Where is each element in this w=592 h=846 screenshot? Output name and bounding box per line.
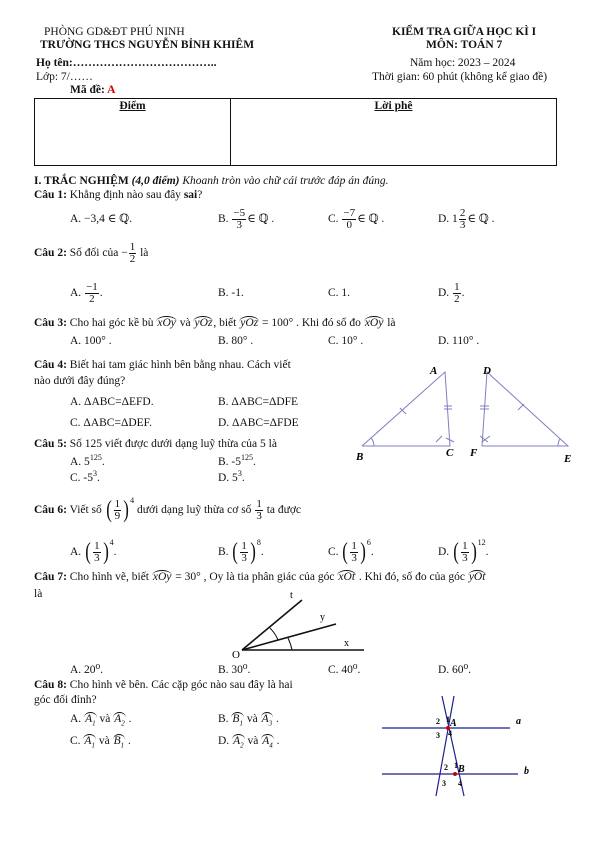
q2-fraction: [129, 242, 137, 265]
q7-option-b[interactable]: B. 30⁰.: [218, 664, 251, 676]
q2-minus: −: [121, 247, 128, 259]
q6-b-paren-open: (: [232, 539, 239, 566]
q2-a-suffix: .: [99, 287, 103, 299]
q6-c-paren-close: ): [360, 539, 366, 566]
q6-option-a[interactable]: [70, 528, 116, 567]
mark-f: [480, 436, 490, 442]
q6-b-fraction: [240, 541, 248, 564]
q1-c-prefix: C.: [328, 213, 339, 225]
q6-c-fraction: [350, 541, 358, 564]
q6-a-paren-open: (: [85, 539, 91, 566]
label-b-angle-1: 1: [454, 761, 458, 770]
q5-option-c[interactable]: [70, 467, 100, 485]
q7-t2: = 30° , Oy là tia phân giác của góc: [172, 571, 338, 583]
q4-triangles-figure: [350, 362, 580, 468]
q2-option-c[interactable]: C. 1.: [328, 287, 351, 299]
q8-a-angle1-sub: 1: [92, 719, 96, 728]
q6-b-paren-close: ): [250, 539, 256, 566]
q8-a-angle1: [84, 712, 97, 729]
q8-a-end: .: [125, 713, 132, 725]
q6-a-dot: .: [113, 546, 117, 558]
ray-oy: [242, 624, 336, 650]
q8-b-end: .: [273, 713, 279, 725]
q8-c-end: .: [125, 735, 131, 747]
q6-t3: ta được: [263, 504, 302, 516]
q8-d-prefix: D.: [218, 735, 230, 747]
q2-stem: [34, 239, 148, 267]
q6-d-exp: 12: [477, 538, 486, 547]
q8-option-d[interactable]: [218, 734, 279, 751]
q4-option-b[interactable]: B. ΔABC=ΔDFE: [218, 396, 299, 408]
q5-a-exp: 125: [89, 453, 102, 462]
q7-angle-yot: yOt: [468, 571, 486, 583]
student-name-field[interactable]: Họ tên:………………………………..: [36, 57, 217, 69]
q1-stem: [34, 188, 202, 202]
q3-t4: = 100° . Khi đó số đo: [259, 317, 364, 329]
section-heading: I. TRẮC NGHIỆM: [34, 175, 132, 187]
q1-b-prefix: B.: [218, 213, 229, 225]
label-b-angle-2: 2: [444, 763, 448, 772]
q1-text: Khẳng định nào sau đây: [66, 189, 184, 201]
q6-base-den: 3: [256, 509, 262, 522]
exam-code: [70, 83, 115, 97]
q5-d-base: D. 5: [218, 471, 238, 484]
tick-de: [518, 404, 524, 410]
q3-t2: và: [176, 317, 194, 329]
triangle-abc: [362, 372, 450, 446]
label-point-b: B: [458, 764, 465, 775]
q4-stem-line1: [34, 358, 291, 372]
exam-title: KIỂM TRA GIỮA HỌC KÌ I: [392, 26, 537, 38]
q3-label: Câu 3:: [34, 317, 67, 329]
q7-label: Câu 7:: [34, 571, 67, 583]
q8-d-angle1-sub: 2: [240, 741, 244, 750]
q4-option-c[interactable]: C. ΔABC=ΔDEF.: [70, 417, 153, 429]
q8-c-angle2-letter: B: [113, 735, 121, 747]
q5-d-exp: 3: [237, 469, 242, 478]
q8-d-mid: và: [244, 735, 262, 747]
q8-b-prefix: B.: [218, 713, 229, 725]
q8-d-end: .: [273, 735, 280, 747]
q1-option-a[interactable]: A. −3,4 ∈ ℚ.: [70, 213, 133, 225]
q6-c-dot: .: [370, 546, 374, 558]
q6-a-num: 1: [94, 539, 100, 552]
q8-b-angle2-sub: 3: [268, 719, 273, 728]
q5-c-end: .: [97, 471, 100, 484]
q5-c-base: C. -5: [70, 471, 93, 484]
exam-time: Thời gian: 60 phút (không kể giao đề): [372, 71, 548, 83]
q3-angle-yoz: yOz: [194, 317, 213, 329]
q5-d-end: .: [241, 471, 245, 484]
subject: MÔN: TOÁN 7: [426, 39, 503, 51]
q5-stem: [34, 437, 277, 451]
label-c: C: [446, 447, 454, 459]
exam-code-label: Mã đề:: [70, 84, 108, 96]
q8-c-mid: và: [95, 735, 113, 747]
q8-d-angle1-letter: A: [233, 735, 241, 747]
q8-c-angle1: [83, 734, 96, 751]
q3-t1: Cho hai góc kề bù: [66, 317, 157, 329]
q5-text: Số 125 viết được dưới dạng luỹ thừa của 5 là: [66, 438, 277, 450]
q3-option-d[interactable]: D. 110° .: [438, 335, 480, 347]
label-point-a: A: [450, 718, 457, 729]
q8-a-prefix: A.: [70, 713, 82, 725]
q4-line1: Biết hai tam giác hình bên bằng nhau. Cách viết: [66, 359, 291, 371]
school-year: Năm học: 2023 – 2024: [410, 57, 516, 69]
q4-option-d[interactable]: D. ΔABC=ΔFDE: [218, 417, 299, 429]
q7-t1: Cho hình vẽ, biết: [66, 571, 152, 583]
q6-c-num: 1: [351, 539, 357, 552]
q6-a-den: 3: [94, 551, 100, 564]
q2-a-den: 2: [89, 292, 95, 305]
q8-option-b[interactable]: [218, 712, 279, 729]
q8-d-angle2-sub: 4: [269, 741, 273, 750]
triangle-fde: [482, 372, 568, 446]
mark-c: [436, 436, 454, 442]
q1-c-fraction: [342, 208, 356, 231]
q8-d-angle2-letter: A: [262, 735, 270, 747]
arc-e: [558, 439, 560, 446]
q3-t5: là: [384, 317, 396, 329]
q6-den: 9: [114, 509, 121, 522]
q7-option-c[interactable]: C. 40⁰.: [328, 664, 361, 676]
q6-c-exp: 6: [366, 538, 371, 547]
q2-d-den: 2: [454, 292, 460, 305]
q8-b-angle1: [231, 712, 244, 729]
arc-tot: [270, 628, 278, 640]
q6-base-num: 1: [256, 497, 262, 510]
q1-d-num: 2: [459, 206, 466, 219]
q6-t1: Viết số: [66, 504, 105, 516]
q2-a-prefix: A.: [70, 287, 82, 299]
q6-paren-close: ): [123, 497, 129, 524]
label-d: D: [483, 365, 491, 377]
comment-cell[interactable]: Lời phê: [231, 99, 557, 166]
q6-d-num: 1: [462, 539, 468, 552]
q6-c-prefix: C.: [328, 546, 339, 558]
q5-c-exp: 3: [93, 469, 97, 478]
q8-line1: Cho hình vẽ bên. Các cặp góc nào sau đây là hai: [66, 679, 293, 691]
q6-d-paren-open: (: [453, 539, 459, 566]
q6-t2: dưới dạng luỹ thừa cơ số: [134, 504, 255, 516]
q1-b-den: 3: [236, 218, 243, 231]
q8-a-angle2: [113, 712, 126, 729]
q8-b-angle2: [261, 712, 274, 729]
score-cell[interactable]: Điểm: [35, 99, 231, 166]
q1-label: Câu 1:: [34, 189, 67, 201]
school-name: TRƯỜNG THCS NGUYỄN BỈNH KHIÊM: [40, 39, 255, 51]
q3-angle-xoy: xOy: [157, 317, 176, 329]
q2-option-d[interactable]: [438, 279, 464, 307]
class-field[interactable]: Lớp: 7/……: [36, 71, 93, 83]
q5-b-base: B. -5: [218, 455, 241, 468]
q8-c-prefix: C.: [70, 735, 81, 747]
label-o: O: [232, 649, 240, 660]
q8-a-angle2-sub: 2: [121, 719, 125, 728]
q1-b-suffix: ∈ ℚ .: [247, 213, 275, 225]
q1-b-fraction: [232, 208, 246, 231]
q6-c-paren-open: (: [342, 539, 349, 566]
section-title: [34, 174, 389, 188]
label-t: t: [290, 590, 293, 601]
q8-b-angle1-letter: B: [232, 713, 240, 725]
q7-angle-xoy: xOy: [152, 571, 172, 583]
label-e: E: [564, 453, 572, 465]
q2-d-fraction: [453, 282, 461, 305]
q1-d-prefix: D. 1: [438, 213, 458, 225]
q4-stem-line2: nào dưới đây đúng?: [34, 375, 126, 387]
q1-d-suffix: ∈ ℚ .: [467, 213, 495, 225]
q8-parallel-lines-figure: [378, 688, 538, 798]
q1-option-c[interactable]: [328, 205, 384, 233]
q6-d-den: 3: [462, 551, 468, 564]
q2-a-num: −1: [86, 280, 98, 293]
q8-a-angle2-letter: A: [114, 713, 122, 725]
q3-angle-yoz-2: yOz: [240, 317, 259, 329]
q6-fraction: [114, 499, 122, 522]
q5-b-exp: 125: [241, 453, 253, 462]
label-b-angle-4: 4: [458, 779, 462, 788]
q3-option-b[interactable]: B. 80° .: [218, 335, 254, 347]
exam-code-value: A: [107, 84, 116, 96]
q1-option-d[interactable]: [438, 205, 494, 233]
q6-b-dot: .: [260, 546, 264, 558]
label-b-angle-3: 3: [442, 779, 446, 788]
label-a-angle-4: 4: [448, 729, 452, 738]
q1-emph: sai: [183, 189, 198, 201]
q1-c-suffix: ∈ ℚ .: [357, 213, 385, 225]
label-line-b: b: [524, 766, 529, 777]
q8-c-angle2: [113, 734, 126, 751]
q8-option-a[interactable]: [70, 712, 131, 729]
q6-d-fraction: [461, 541, 469, 564]
q2-label: Câu 2:: [34, 247, 67, 259]
q5-label: Câu 5:: [34, 438, 67, 450]
q7-stem: [34, 570, 486, 584]
q5-a-base: A. 5: [70, 455, 90, 468]
q7-angle-figure: [228, 588, 378, 660]
q8-c-angle1-letter: A: [84, 735, 92, 747]
q3-option-a[interactable]: A. 100° .: [70, 335, 112, 347]
q6-exp: 4: [130, 496, 135, 505]
q5-option-d[interactable]: [218, 467, 245, 485]
label-f: F: [470, 447, 478, 459]
grade-table: [34, 98, 557, 166]
q1-d-fraction: [459, 208, 467, 231]
q6-base-fraction: [255, 499, 263, 522]
q6-a-paren-close: ): [102, 539, 109, 566]
q7-option-a[interactable]: A. 20⁰.: [70, 664, 104, 676]
label-a-angle-3: 3: [436, 731, 440, 740]
q8-c-angle1-sub: 1: [91, 741, 95, 750]
q1-b-num: −5: [233, 206, 246, 219]
q1-end: ?: [197, 189, 203, 201]
q6-d-prefix: D.: [438, 546, 450, 558]
q1-option-b[interactable]: [218, 205, 274, 233]
q1-c-num: −7: [343, 206, 356, 219]
q6-paren-open: (: [105, 497, 112, 524]
q2-a-fraction: [85, 282, 99, 305]
q8-option-c[interactable]: [70, 734, 131, 751]
q6-c-den: 3: [351, 551, 357, 564]
q8-stem-line1: [34, 678, 293, 692]
q2-d-suffix: .: [461, 287, 465, 299]
q8-b-angle1-sub: 1: [239, 719, 243, 728]
q7-angle-xot: xOt: [338, 571, 356, 583]
q2-text: Số đối của: [66, 247, 122, 259]
q6-a-fraction: [93, 541, 101, 564]
q8-a-mid: và: [96, 713, 114, 725]
q8-label: Câu 8:: [34, 679, 67, 691]
label-a-angle-1: 1: [446, 715, 450, 724]
q8-d-angle2: [261, 734, 274, 751]
q6-d-paren-close: ): [470, 539, 477, 566]
q5-a-end: .: [101, 455, 105, 468]
label-a: A: [430, 365, 438, 377]
q8-d-angle1: [232, 734, 245, 751]
q2-end: là: [137, 247, 149, 259]
q6-option-b[interactable]: [218, 528, 264, 567]
label-b: B: [356, 451, 364, 463]
q8-c-angle2-sub: 1: [120, 741, 125, 750]
section-instruction: Khoanh tròn vào chữ cái trước đáp án đúng.: [179, 175, 389, 187]
label-x: x: [344, 638, 349, 649]
q7-t3: . Khi đó, số đo của góc: [356, 571, 468, 583]
arc-yox: [288, 638, 292, 650]
q6-b-exp: 8: [256, 538, 261, 547]
q6-b-den: 3: [241, 551, 247, 564]
q3-t3: , biết: [213, 317, 240, 329]
q3-option-c[interactable]: C. 10° .: [328, 335, 364, 347]
department: PHÒNG GD&ĐT PHÚ NINH: [44, 26, 185, 38]
q2-d-prefix: D.: [438, 287, 450, 299]
q6-a-exp: 4: [109, 538, 114, 547]
q1-c-den: 0: [346, 218, 353, 231]
q4-option-a[interactable]: A. ΔABC=ΔEFD.: [70, 396, 154, 408]
q5-b-end: .: [253, 455, 256, 468]
q3-stem: [34, 316, 396, 330]
q8-a-angle1-letter: A: [85, 713, 93, 725]
q6-b-num: 1: [241, 539, 247, 552]
q8-stem-line2: góc đối đỉnh?: [34, 694, 97, 706]
label-a-angle-2: 2: [436, 717, 440, 726]
q7-option-d[interactable]: D. 60⁰.: [438, 664, 472, 676]
q6-d-dot: .: [485, 546, 489, 558]
q6-num: 1: [114, 497, 121, 510]
q7-stem-line2: là: [34, 588, 43, 600]
label-y: y: [320, 612, 325, 623]
q6-label: Câu 6:: [34, 504, 67, 516]
q6-stem: [34, 486, 301, 525]
arc-b: [371, 438, 374, 446]
point-b: [453, 772, 457, 776]
q8-b-angle2-letter: A: [261, 713, 269, 725]
q8-b-mid: và: [243, 713, 261, 725]
q2-option-b[interactable]: B. -1.: [218, 287, 244, 299]
q1-d-den: 3: [459, 218, 466, 231]
q6-a-prefix: A.: [70, 546, 82, 558]
q4-label: Câu 4:: [34, 359, 67, 371]
q3-angle-xoy-2: xOy: [364, 317, 384, 329]
q2-den: 2: [129, 252, 136, 265]
q6-option-c[interactable]: [328, 528, 374, 567]
q2-num: 1: [129, 240, 136, 253]
q2-option-a[interactable]: [70, 279, 103, 307]
q6-option-d[interactable]: [438, 528, 488, 567]
section-points: (4,0 điểm): [131, 175, 180, 187]
q6-b-prefix: B.: [218, 546, 229, 558]
q2-d-num: 1: [454, 280, 460, 293]
label-line-a: a: [516, 716, 521, 727]
